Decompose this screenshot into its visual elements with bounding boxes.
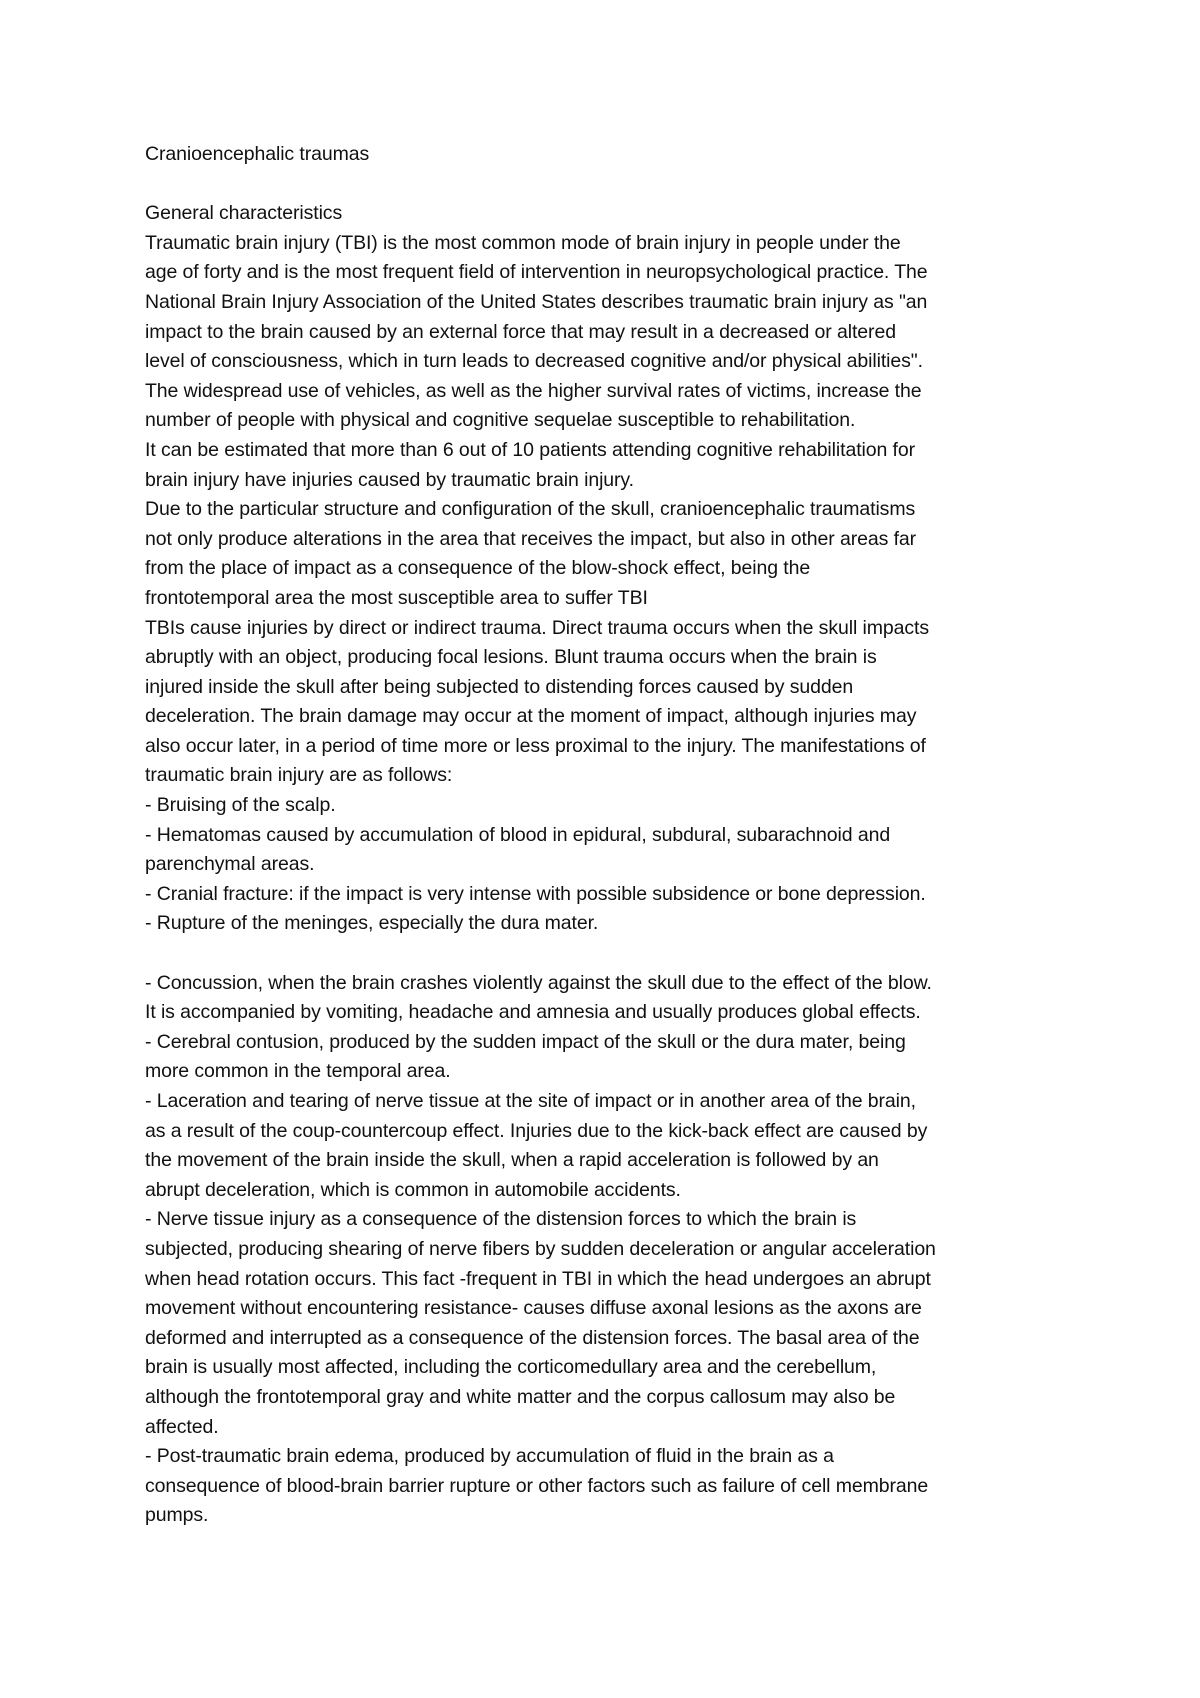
text-line: level of consciousness, which in turn leads to decreased cognitive and/or physical abilities". [145, 350, 923, 373]
text-line: The widespread use of vehicles, as well as the higher survival rates of victims, increase the [145, 379, 922, 402]
text-line: - Rupture of the meninges, especially the dura mater. [145, 912, 599, 935]
blank-line [145, 939, 1080, 969]
text-line: - Post-traumatic brain edema, produced by accumulation of fluid in the brain as a [145, 1445, 834, 1468]
text-line: from the place of impact as a consequence of the blow-shock effect, being the [145, 557, 811, 580]
text-line: Due to the particular structure and configuration of the skull, cranioencephalic traumatisms [145, 498, 916, 521]
text-line: when head rotation occurs. This fact -frequent in TBI in which the head undergoes an abrupt [145, 1267, 931, 1290]
text-line: - Cerebral contusion, produced by the sudden impact of the skull or the dura mater, being [145, 1030, 906, 1053]
document-title: Cranioencephalic traumas [145, 143, 370, 165]
text-line: movement without encountering resistance- causes diffuse axonal lesions as the axons are [145, 1297, 922, 1320]
document-body [145, 229, 1080, 1531]
text-line: National Brain Injury Association of the United States describes traumatic brain injury as "an [145, 290, 928, 313]
text-line: as a result of the coup-countercoup effect. Injuries due to the kick-back effect are caused by [145, 1119, 928, 1142]
text-line: TBIs cause injuries by direct or indirect trauma. Direct trauma occurs when the skull impacts [145, 616, 929, 639]
text-line: It can be estimated that more than 6 out of 10 patients attending cognitive rehabilitation for [145, 438, 916, 461]
text-line: the movement of the brain inside the skull, when a rapid acceleration is followed by an [145, 1149, 879, 1172]
text-line: brain is usually most affected, including the corticomedullary area and the cerebellum, [145, 1356, 877, 1379]
text-line: affected. [145, 1415, 219, 1438]
text-line: - Bruising of the scalp. [145, 794, 336, 817]
text-line: although the frontotemporal gray and white matter and the corpus callosum may also be [145, 1385, 896, 1408]
text-line: pumps. [145, 1504, 209, 1527]
text-line: also occur later, in a period of time more or less proximal to the injury. The manifestations of [145, 734, 926, 757]
text-line: deformed and interrupted as a consequence of the distension forces. The basal area of the [145, 1326, 920, 1349]
text-line: It is accompanied by vomiting, headache and amnesia and usually produces global effects. [145, 1001, 921, 1024]
text-line: parenchymal areas. [145, 853, 315, 876]
text-line: - Hematomas caused by accumulation of blood in epidural, subdural, subarachnoid and [145, 823, 891, 846]
text-line: injured inside the skull after being subjected to distending forces caused by sudden [145, 675, 854, 698]
text-line: - Laceration and tearing of nerve tissue at the site of impact or in another area of the brain, [145, 1090, 916, 1112]
text-line: consequence of blood-brain barrier rupture or other factors such as failure of cell membrane [145, 1474, 929, 1497]
document-page [145, 140, 1080, 1531]
text-line: - Nerve tissue injury as a consequence of the distension forces to which the brain is [145, 1208, 857, 1231]
text-line: brain injury have injuries caused by traumatic brain injury. [145, 468, 634, 491]
text-line: abruptly with an object, producing focal lesions. Blunt trauma occurs when the brain is [145, 646, 877, 669]
text-line: more common in the temporal area. [145, 1060, 451, 1083]
text-line: not only produce alterations in the area that receives the impact, but also in other areas far [145, 527, 917, 550]
text-line: traumatic brain injury are as follows: [145, 764, 453, 787]
text-line: impact to the brain caused by an external force that may result in a decreased or altered [145, 320, 896, 343]
text-line: subjected, producing shearing of nerve fibers by sudden deceleration or angular acceleration [145, 1237, 936, 1260]
text-line: - Concussion, when the brain crashes violently against the skull due to the effect of the blow. [145, 971, 932, 994]
blank-line [145, 170, 1080, 200]
text-line: Traumatic brain injury (TBI) is the most common mode of brain injury in people under the [145, 231, 901, 254]
text-line: age of forty and is the most frequent field of intervention in neuropsychological practice. The [145, 261, 928, 284]
section-heading: General characteristics [145, 202, 343, 225]
text-line: number of people with physical and cognitive sequelae susceptible to rehabilitation. [145, 409, 856, 432]
text-line: - Cranial fracture: if the impact is very intense with possible subsidence or bone depression. [145, 882, 926, 905]
text-line: deceleration. The brain damage may occur at the moment of impact, although injuries may [145, 705, 917, 728]
text-line: frontotemporal area the most susceptible area to suffer TBI [145, 586, 648, 609]
text-line: abrupt deceleration, which is common in automobile accidents. [145, 1178, 681, 1201]
